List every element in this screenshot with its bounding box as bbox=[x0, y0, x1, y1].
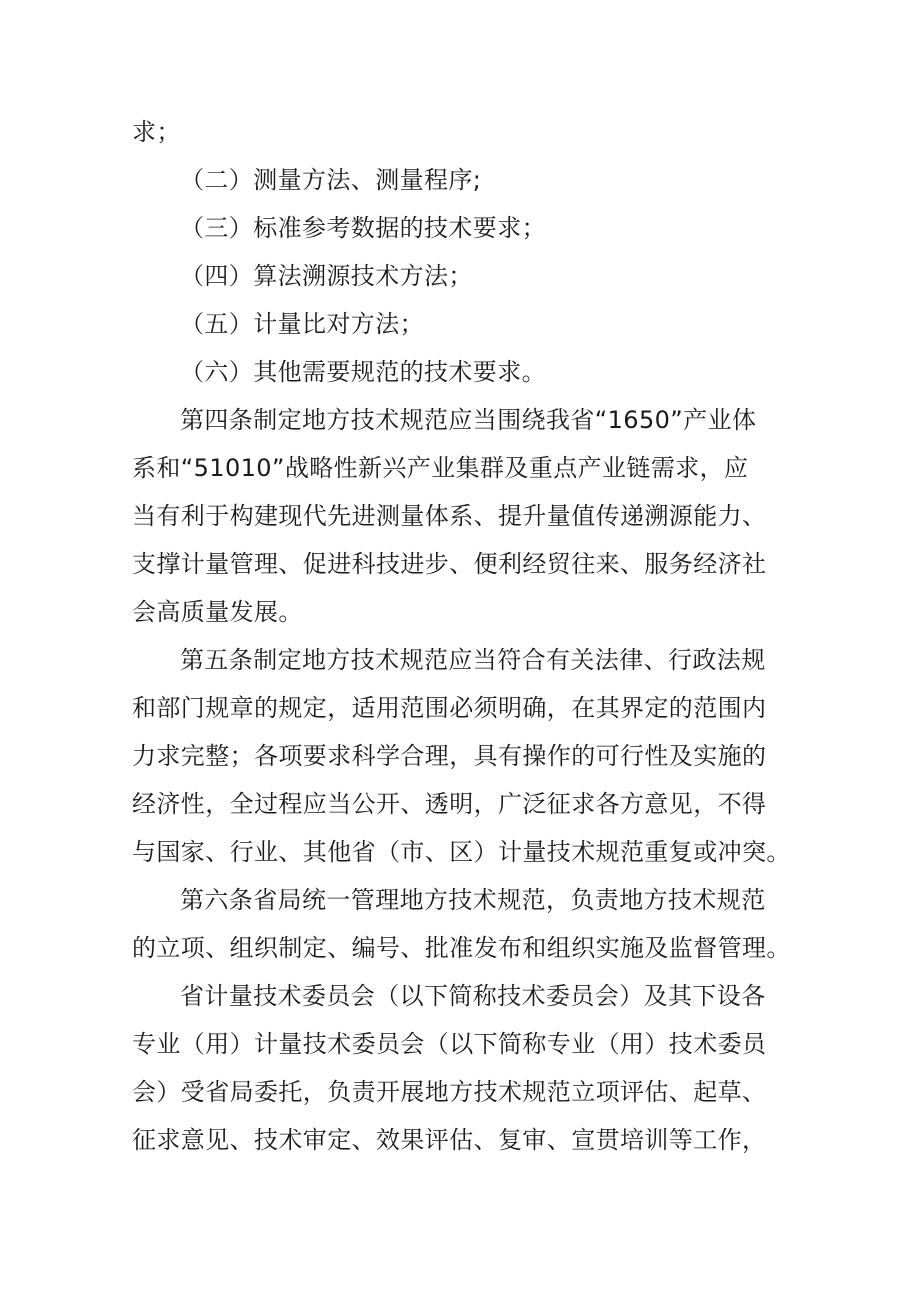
text-line: 力求完整；各项要求科学合理，具有操作的可行性及实施的 bbox=[132, 742, 767, 770]
body-text bbox=[132, 108, 792, 1164]
text-line: 征求意见、技术审定、效果评估、复审、宣贯培训等工作， bbox=[132, 1126, 767, 1154]
text-line: （六）其他需要规范的技术要求。 bbox=[180, 358, 546, 386]
text-line: 经济性，全过程应当公开、透明，广泛征求各方意见，不得 bbox=[132, 790, 767, 818]
article-6-heading-line: 第六条省局统一管理地方技术规范，负责地方技术规范 bbox=[180, 886, 766, 914]
text-line: 和部门规章的规定，适用范围必须明确，在其界定的范围内 bbox=[132, 694, 767, 722]
text-line: 系和“51010”战略性新兴产业集群及重点产业链需求，应 bbox=[132, 454, 749, 482]
text-line: 求； bbox=[132, 118, 181, 146]
text-line: （五）计量比对方法； bbox=[180, 310, 424, 338]
text-line: 省计量技术委员会（以下简称技术委员会）及其下设各 bbox=[180, 982, 766, 1010]
text-line: （二）测量方法、测量程序; bbox=[180, 166, 482, 194]
text-line: 专业（用）计量技术委员会（以下简称专业（用）技术委员 bbox=[132, 1030, 767, 1058]
text-line: 会）受省局委托，负责开展地方技术规范立项评估、起草、 bbox=[132, 1078, 767, 1106]
text-line: 当有利于构建现代先进测量体系、提升量值传递溯源能力、 bbox=[132, 502, 767, 530]
article-5-heading-line: 第五条制定地方技术规范应当符合有关法律、行政法规 bbox=[180, 646, 766, 674]
text-line: 与国家、行业、其他省（市、区）计量技术规范重复或冲突。 bbox=[132, 838, 791, 866]
text-line: （三）标准参考数据的技术要求； bbox=[180, 214, 546, 242]
text-line: 的立项、组织制定、编号、批准发布和组织实施及监督管理。 bbox=[132, 934, 791, 962]
text-line: 支撑计量管理、促进科技进步、便利经贸往来、服务经济社 bbox=[132, 550, 767, 578]
article-4-heading-line: 第四条制定地方技术规范应当围绕我省“1650”产业体 bbox=[180, 406, 757, 434]
text-line: 会高质量发展。 bbox=[132, 598, 303, 626]
text-line: （四）算法溯源技术方法； bbox=[180, 262, 473, 290]
